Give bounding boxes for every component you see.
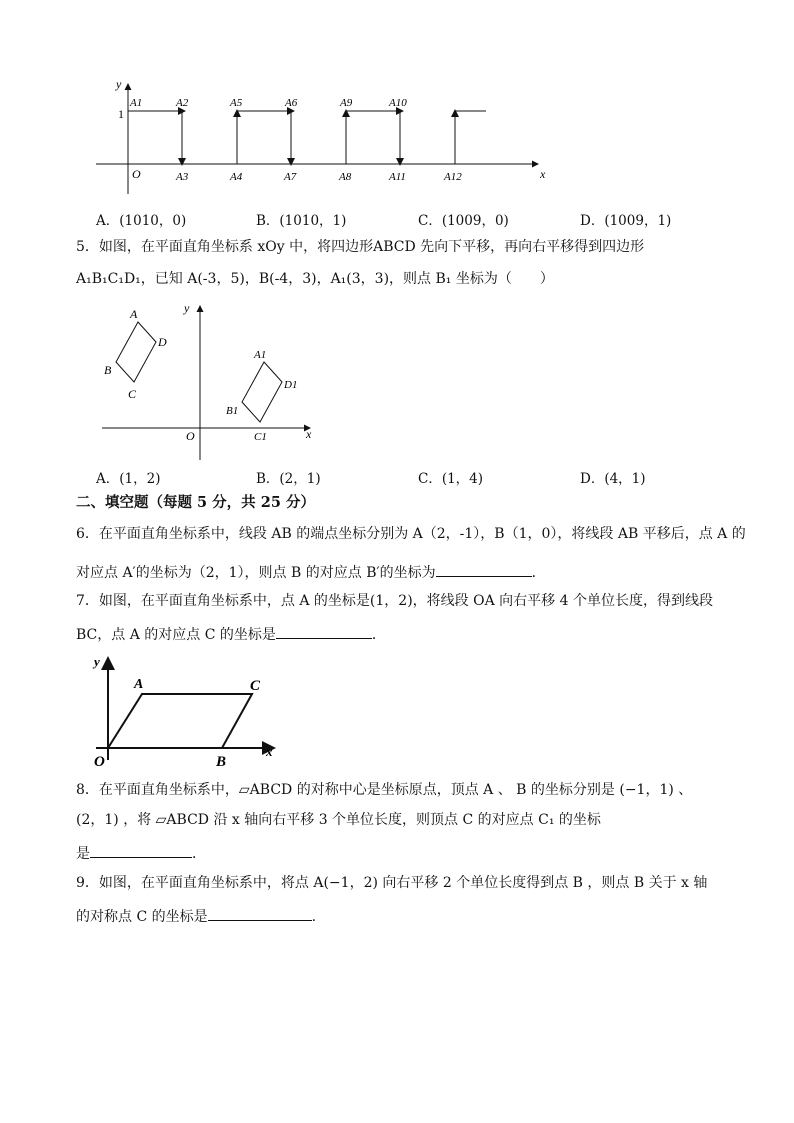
q8-line3-end: ． <box>192 846 206 862</box>
q4-label-a5: A5 <box>230 97 243 109</box>
q9-question-line1: 9．如图，在平面直角坐标系中，将点 A(−1，2) 向右平移 2 个单位长度得到点 B ，则点 B 关于 x 轴 <box>76 875 708 891</box>
q4-staircase-figure <box>90 76 560 188</box>
q4-label-a1: A1 <box>130 97 143 109</box>
q8-question-line2: (2，1) ，将 ▱ABCD 沿 x 轴向右平移 3 个单位长度，则顶点 C 的对应点 C₁ 的坐标 <box>76 812 601 828</box>
q4-option-d[interactable]: D．(1009，1) <box>580 213 672 229</box>
q6-line2-end: ． <box>531 565 546 581</box>
q4-tick-1: 1 <box>118 107 124 121</box>
q5-label-c: C <box>128 387 137 401</box>
q5-label-a: A <box>130 307 138 321</box>
q5-option-c[interactable]: C．(1，4) <box>418 471 484 487</box>
q6-question-line2 <box>76 562 546 582</box>
q4-label-a10: A10 <box>389 97 407 109</box>
q7-line2-text: BC，点 A 的对应点 C 的坐标是 <box>76 627 276 643</box>
q8-line3-text: 是 <box>76 846 90 862</box>
q4-option-b[interactable]: B．(1010，1) <box>256 213 347 229</box>
q4-label-a11: A11 <box>389 171 406 183</box>
q9-line2-end: . <box>311 909 317 925</box>
q7-label-c: C <box>250 678 261 694</box>
q4-label-a3: A3 <box>176 171 189 183</box>
q5-quad-abcd <box>116 322 156 382</box>
q7-label-a: A <box>134 677 144 692</box>
q5-label-b1: B1 <box>226 405 239 417</box>
q9-answer-blank[interactable] <box>208 906 312 921</box>
q7-y-label: y <box>94 654 100 669</box>
q5-label-d1: D1 <box>284 379 298 391</box>
q4-label-a6: A6 <box>285 97 298 109</box>
q5-option-b[interactable]: B．(2，1) <box>256 471 321 487</box>
q7-parallelogram-figure <box>88 650 288 768</box>
q5-label-d: D <box>158 335 167 349</box>
q5-label-c1: C1 <box>254 431 267 443</box>
q8-question-line3 <box>76 843 206 863</box>
q4-label-a4: A4 <box>230 171 243 183</box>
q7-question-line2 <box>76 624 386 644</box>
q5-origin-label: O <box>186 429 195 443</box>
q5-question-line2: A₁B₁C₁D₁，已知 A(-3，5)，B(-4，3)，A₁(3，3)，则点 B₁ 坐标为（ ） <box>76 271 554 287</box>
q5-option-a[interactable]: A．(1，2) <box>96 471 161 487</box>
q5-label-a1: A1 <box>254 349 267 361</box>
q4-option-c[interactable]: C．(1009，0) <box>418 213 509 229</box>
q8-question-line1: 8．在平面直角坐标系中，▱ABCD 的对称中心是坐标原点，顶点 A 、 B 的坐标分别是 (−1，1) 、 <box>76 782 693 798</box>
q4-label-a2: A2 <box>176 97 189 109</box>
q5-option-d[interactable]: D．(4，1) <box>580 471 646 487</box>
q6-line2-text: 对应点 A′的坐标为（2，1），则点 B 的对应点 B′的坐标为 <box>76 565 436 581</box>
q5-x-label: x <box>306 427 312 441</box>
q4-label-a9: A9 <box>340 97 353 109</box>
q7-line2-end: ． <box>371 627 386 643</box>
q8-answer-blank[interactable] <box>90 843 192 858</box>
q6-answer-blank[interactable] <box>436 562 532 577</box>
q7-origin-label: O <box>94 754 105 770</box>
q4-label-a7: A7 <box>284 171 297 183</box>
section2-title: 二、填空题（每题 5 分，共 25 分） <box>76 494 315 511</box>
q4-option-a[interactable]: A．(1010，0) <box>96 213 187 229</box>
q4-origin-label: O <box>132 167 141 181</box>
q7-label-b: B <box>216 754 227 770</box>
q4-y-label: y <box>116 77 122 91</box>
q9-line2-text: 的对称点 C 的坐标是 <box>76 909 208 925</box>
q5-label-b: B <box>104 363 112 377</box>
q5-y-label: y <box>184 301 190 315</box>
q7-x-label: x <box>266 744 273 759</box>
q5-question-line1: 5．如图，在平面直角坐标系 xOy 中，将四边形ABCD 先向下平移，再向右平移得到四边形 <box>76 239 645 255</box>
q9-question-line2 <box>76 906 316 926</box>
q6-question-line1: 6．在平面直角坐标系中，线段 AB 的端点坐标分别为 A（2，-1），B（1，0），将线段 AB 平移后，点 A 的 <box>76 526 746 542</box>
q5-translation-figure <box>96 298 326 464</box>
q7-question-line1: 7．如图，在平面直角坐标系中，点 A 的坐标是(1，2)，将线段 OA 向右平移 4 个单位长度，得到线段 <box>76 593 713 609</box>
q5-quad-a1b1c1d1 <box>242 362 282 422</box>
q7-parallelogram-oabc <box>108 694 252 748</box>
q7-answer-blank[interactable] <box>276 624 372 639</box>
q4-x-label: x <box>540 167 546 181</box>
q4-label-a12: A12 <box>444 171 462 183</box>
q4-label-a8: A8 <box>339 171 352 183</box>
